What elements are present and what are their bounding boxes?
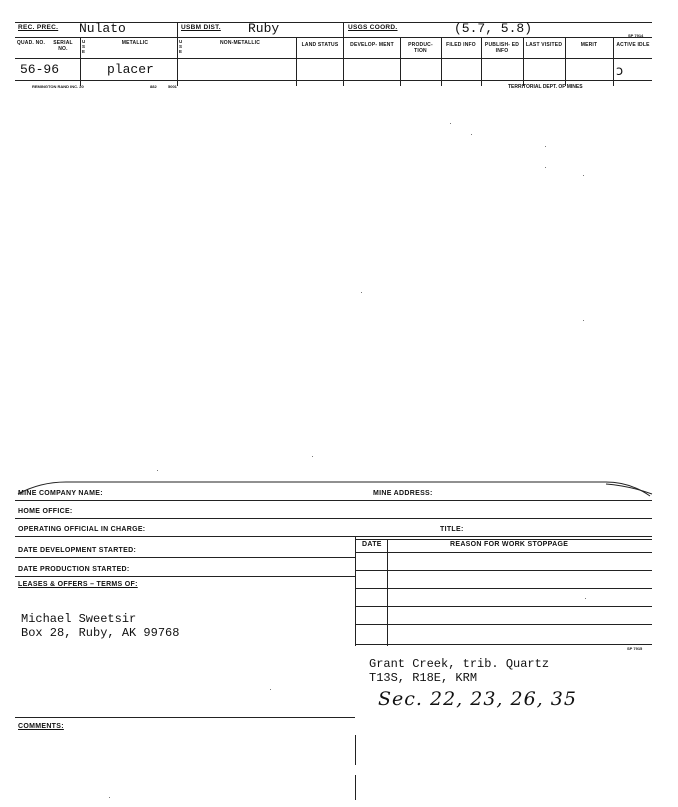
speck bbox=[361, 292, 362, 293]
comments-label: COMMENTS: bbox=[18, 723, 64, 730]
active-idle-header: ACTIVE IDLE bbox=[616, 42, 650, 48]
divider bbox=[387, 539, 388, 646]
rec-prec-value: Nulato bbox=[79, 21, 126, 36]
leases-owner-name: Michael Sweetsir bbox=[21, 612, 137, 626]
divider bbox=[355, 735, 356, 765]
speck bbox=[471, 134, 472, 135]
speck bbox=[109, 797, 110, 798]
date-column-header: DATE bbox=[362, 541, 382, 548]
operating-official-label: OPERATING OFFICIAL IN CHARGE: bbox=[18, 526, 146, 533]
divider bbox=[296, 37, 297, 86]
mine-address-label: MINE ADDRESS: bbox=[373, 490, 433, 497]
handwritten-sections: Sec. 22, 23, 26, 35 bbox=[378, 688, 577, 710]
rule bbox=[15, 518, 652, 519]
published-info-header: PUBLISH- ED INFO bbox=[484, 42, 520, 54]
rule bbox=[355, 624, 652, 625]
speck bbox=[545, 146, 546, 147]
department-imprint: TERRITORIAL DEPT. OF MINES bbox=[508, 84, 583, 90]
printer-code-1: 882 bbox=[150, 84, 157, 89]
divider bbox=[355, 775, 356, 800]
divider bbox=[80, 37, 81, 86]
date-production-started-label: DATE PRODUCTION STARTED: bbox=[18, 566, 130, 573]
form-number-top: SP 7914 bbox=[628, 33, 644, 38]
top-card-rule-columns bbox=[15, 58, 652, 59]
divider bbox=[343, 22, 344, 86]
development-header: DEVELOP- MENT bbox=[350, 42, 394, 48]
speck bbox=[270, 689, 271, 690]
rule bbox=[355, 644, 652, 645]
serial-no-header: SERIAL NO. bbox=[53, 40, 73, 52]
rule bbox=[355, 570, 652, 571]
last-visited-header: LAST VISITED bbox=[525, 42, 563, 48]
mine-company-name-label: MINE COMPANY NAME: bbox=[18, 490, 103, 497]
rule bbox=[15, 576, 355, 577]
rule bbox=[355, 606, 652, 607]
rule bbox=[15, 557, 355, 558]
metallic-value: placer bbox=[107, 62, 154, 77]
metallic-header: METALLIC bbox=[121, 40, 149, 46]
printer-code-2: 5001 bbox=[168, 84, 177, 89]
production-header: PRODUC- TION bbox=[408, 42, 433, 54]
rule bbox=[15, 536, 652, 537]
quad-no-header: QUAD. NO. bbox=[16, 40, 46, 46]
speck bbox=[312, 456, 313, 457]
home-office-label: HOME OFFICE: bbox=[18, 508, 73, 515]
leases-owner-address: Box 28, Ruby, AK 99768 bbox=[21, 626, 180, 640]
rec-prec-label: REC. PREC. bbox=[18, 24, 59, 31]
rule bbox=[355, 588, 652, 589]
divider bbox=[177, 22, 178, 86]
rule bbox=[355, 552, 652, 553]
rule bbox=[15, 717, 355, 718]
divider bbox=[355, 646, 356, 716]
location-township: T13S, R18E, KRM bbox=[369, 671, 478, 685]
use-marker-metallic: U S E bbox=[82, 39, 86, 54]
leases-offers-label: LEASES & OFFERS – TERMS OF: bbox=[18, 581, 138, 588]
active-idle-mark: ↄ bbox=[616, 64, 624, 79]
land-status-header: LAND STATUS bbox=[301, 42, 339, 48]
top-card-rule-header bbox=[15, 37, 652, 38]
usgs-coord-label: USGS COORD. bbox=[348, 24, 398, 31]
speck bbox=[450, 123, 451, 124]
speck bbox=[545, 167, 546, 168]
speck bbox=[583, 175, 584, 176]
date-development-started-label: DATE DEVELOPMENT STARTED: bbox=[18, 547, 137, 554]
merit-header: MERIT bbox=[580, 42, 598, 48]
usgs-coord-value: (5.7, 5.8) bbox=[454, 21, 533, 36]
rule bbox=[15, 500, 652, 501]
top-card-rule-bottom bbox=[15, 80, 652, 81]
use-marker-non-metallic: U S E bbox=[179, 39, 183, 54]
form-number-bottom: SP 7915 bbox=[627, 646, 643, 651]
filed-info-header: FILED INFO bbox=[446, 42, 476, 48]
printer-imprint: REMINGTON RAND INC. 20 bbox=[32, 84, 84, 89]
speck bbox=[583, 320, 584, 321]
usbm-dist-label: USBM DIST. bbox=[181, 24, 221, 31]
speck bbox=[585, 598, 586, 599]
rule bbox=[355, 539, 652, 540]
title-label: TITLE: bbox=[440, 526, 464, 533]
quad-serial-value: 56-96 bbox=[20, 62, 60, 77]
usbm-dist-value: Ruby bbox=[248, 21, 280, 36]
non-metallic-header: NON-METALLIC bbox=[219, 40, 261, 46]
speck bbox=[157, 470, 158, 471]
reason-column-header: REASON FOR WORK STOPPAGE bbox=[450, 541, 569, 548]
location-creek: Grant Creek, trib. Quartz bbox=[369, 657, 550, 671]
